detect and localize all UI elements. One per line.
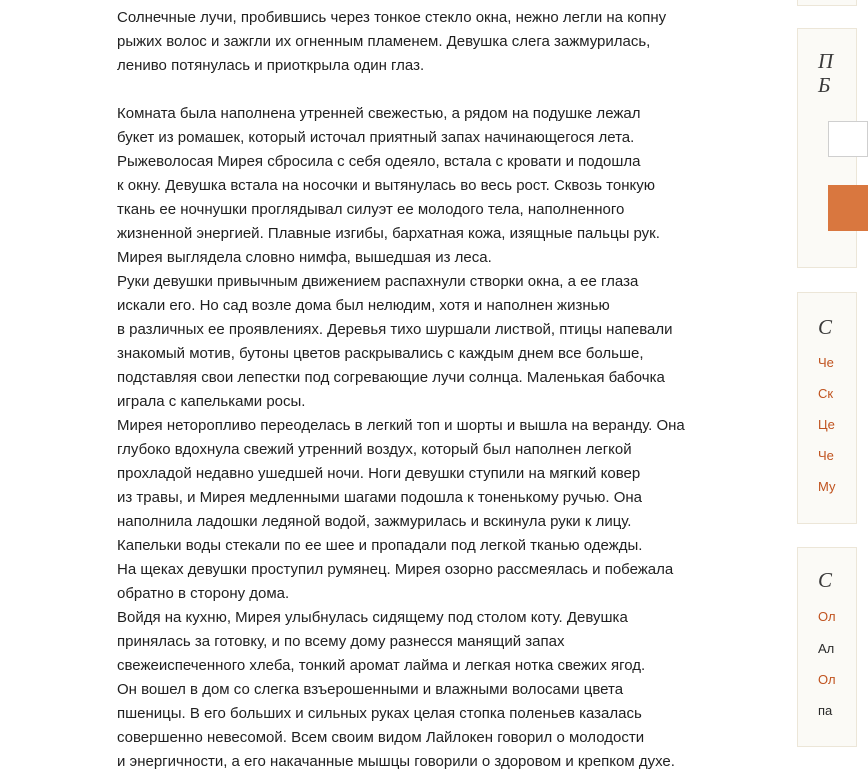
text-line: Войдя на кухню, Мирея улыбнулась сидящему под столом коту. Девушка — [117, 609, 628, 626]
search-widget-title-line-1: П — [818, 49, 834, 73]
text-line: знакомый мотив, бутоны цветов раскрывались с каждым днем все больше, — [117, 345, 644, 362]
text-line: совершенно невесомой. Всем своим видом Лайлокен говорил о молодости — [117, 729, 645, 746]
search-widget — [797, 28, 857, 268]
search-widget-title-line-2: Б — [818, 73, 831, 97]
text-line: прохладой недавно ушедшей ночи. Ноги девушки ступили на мягкий ковер — [117, 465, 641, 482]
text-line: Солнечные лучи, пробившись через тонкое стекло окна, нежно легли на копну — [117, 9, 667, 26]
text-line: в различных ее проявлениях. Деревья тихо шуршали листвой, птицы напевали — [117, 321, 673, 338]
text-line: Комната была наполнена утренней свежестью, а рядом на подушке лежал — [117, 105, 641, 122]
text-line: Он вошел в дом со слегка взъерошенными и влажными волосами цвета — [117, 681, 624, 698]
category-link[interactable]: Че — [818, 355, 834, 370]
comments-widget — [797, 547, 857, 747]
category-link[interactable]: Му — [818, 479, 836, 494]
paragraph-2 — [117, 102, 777, 774]
category-link[interactable]: Це — [818, 417, 835, 432]
categories-widget-title: С — [818, 315, 833, 339]
category-link[interactable]: Че — [818, 448, 834, 463]
paragraph-gap — [117, 78, 777, 102]
text-line: принялась за готовку, и по всему дому разнесся манящий запах — [117, 633, 565, 650]
text-line: букет из ромашек, который источал приятный запах начинающегося лета. — [117, 129, 635, 146]
text-line: играла с капельками росы. — [117, 393, 306, 410]
text-line: обратно в сторону дома. — [117, 585, 290, 602]
article-body — [117, 6, 777, 774]
comments-widget-title: С — [818, 568, 833, 592]
text-line: к окну. Девушка встала на носочки и вытянулась во весь рост. Сквозь тонкую — [117, 177, 655, 194]
search-input[interactable] — [828, 121, 868, 157]
text-line: На щеках девушки проступил румянец. Мирея озорно рассмеялась и побежала — [117, 561, 674, 578]
text-line: глубоко вдохнула свежий утренний воздух, который был наполнен легкой — [117, 441, 632, 458]
paragraph-1 — [117, 6, 777, 78]
category-link[interactable]: Ск — [818, 386, 834, 401]
text-line: свежеиспеченного хлеба, тонкий аромат лайма и легкая нотка свежих ягод. — [117, 657, 646, 674]
text-line: Мирея неторопливо переоделась в легкий топ и шорты и вышла на веранду. Она — [117, 417, 685, 434]
comment-text: па — [818, 703, 833, 718]
text-line: Рыжеволосая Мирея сбросила с себя одеяло, встала с кровати и подошла — [117, 153, 641, 170]
text-line: жизненной энергией. Плавные изгибы, бархатная кожа, изящные пальцы рук. — [117, 225, 660, 242]
search-button[interactable] — [828, 185, 868, 231]
categories-widget — [797, 292, 857, 524]
text-line: пшеницы. В его больших и сильных руках целая стопка поленьев казалась — [117, 705, 642, 722]
sidebar — [797, 0, 837, 776]
text-line: Мирея выглядела словно нимфа, вышедшая из леса. — [117, 249, 492, 266]
text-line: наполнила ладошки ледяной водой, зажмурилась и вскинула руки к лицу. — [117, 513, 632, 530]
comment-author-link[interactable]: Ол — [818, 609, 836, 624]
text-line: и энергичности, а его накачанные мышцы говорили о здоровом и крепком духе. — [117, 753, 675, 770]
text-line: подставляя свои лепестки под согревающие лучи солнца. Маленькая бабочка — [117, 369, 665, 386]
text-line: Капельки воды стекали по ее шее и пропадали под легкой тканью одежды. — [117, 537, 643, 554]
sidebar-widget-top — [797, 0, 857, 6]
text-line: лениво потянулась и приоткрыла один глаз. — [117, 57, 425, 74]
text-line: рыжих волос и зажгли их огненным пламенем. Девушка слега зажмурилась, — [117, 33, 651, 50]
text-line: из травы, и Мирея медленными шагами подошла к тоненькому ручью. Она — [117, 489, 642, 506]
text-line: Руки девушки привычным движением распахнули створки окна, а ее глаза — [117, 273, 639, 290]
text-line: ткань ее ночнушки проглядывал силуэт ее молодого тела, наполненного — [117, 201, 625, 218]
text-line: искали его. Но сад возле дома был нелюдим, хотя и наполнен жизнью — [117, 297, 610, 314]
comment-author-link[interactable]: Ол — [818, 672, 836, 687]
comment-text: Ал — [818, 641, 835, 656]
